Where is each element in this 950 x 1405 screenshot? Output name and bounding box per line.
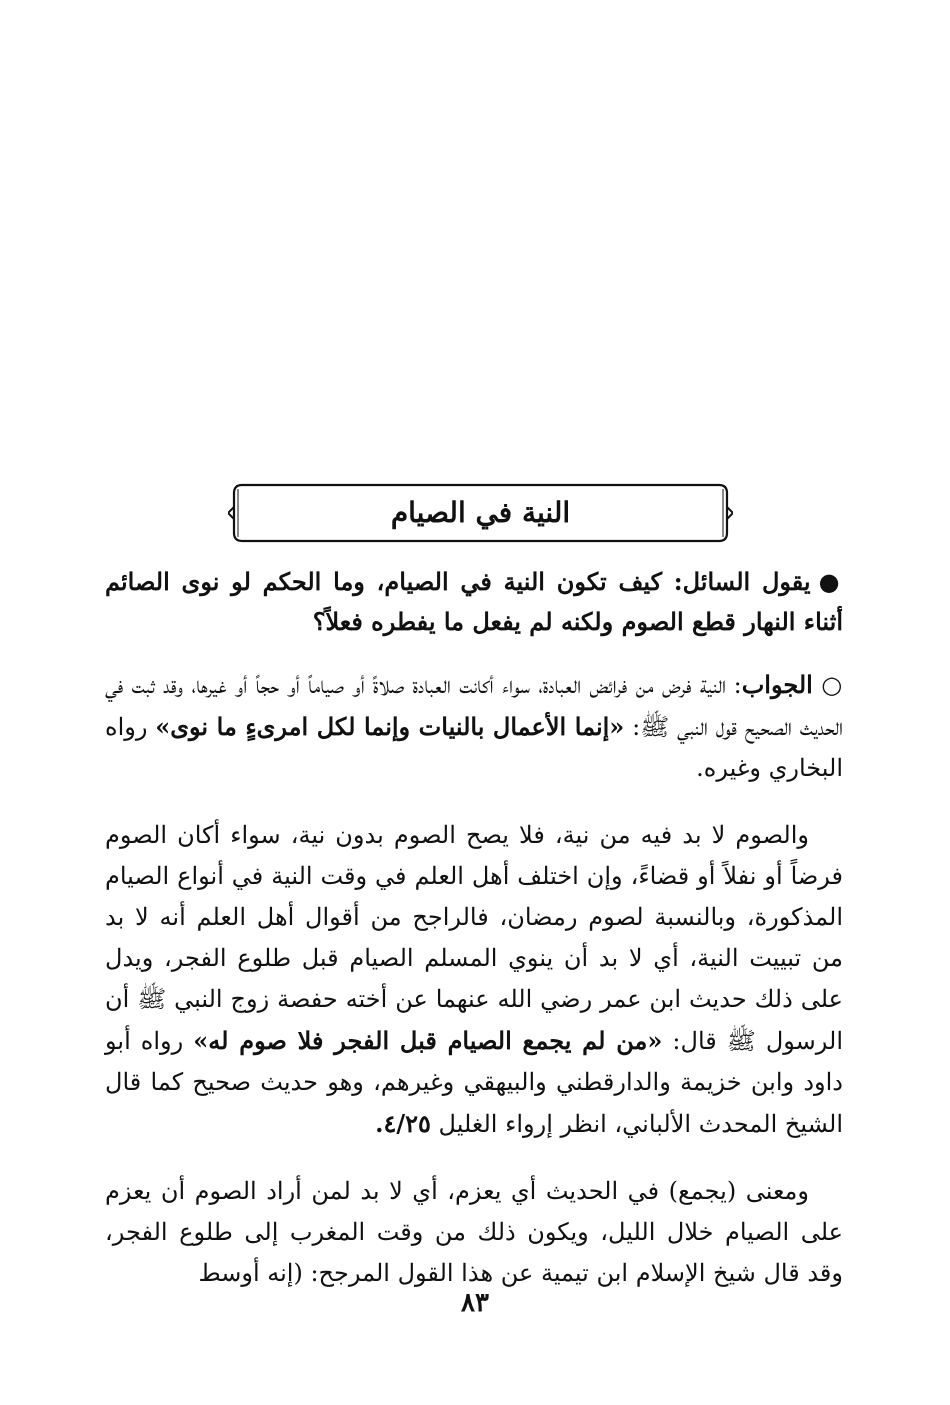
answer-label: الجواب — [741, 670, 813, 699]
bullet-icon: ● — [818, 567, 843, 596]
paragraph-text: والصوم لا بد فيه من نية، فلا يصح الصوم بدون نية، سواء أكان الصوم فرضاً أو نفلاً أو قضاءً، وإن اختلف أهل العلم في وقت النية في أنواع الصيام المذكورة، وبالنسبة لصوم رمضان، فالراجح من أقوال أهل العلم أنه لا بد من تبييت النية، أي لا بد أن ينوي المسلم الصيام قبل طلوع الفجر، ويدل على ذلك حديث ابن عمر رضي الله عنهما عن أخته حفصة زوج النبي ﷺ أن الرسول ﷺ قال: — [105, 821, 843, 1055]
paragraph-text: ومعنى (يجمع) في الحديث أي يعزم، أي لا بد لمن أراد الصوم أن يعزم على الصيام خلال الليل، ويكون ذلك من وقت المغرب إلى طلوع الفجر، وقد قال شيخ الإسلام ابن تيمية عن هذا القول المرجح: (إنه أوسط — [105, 1177, 843, 1287]
answer-text-end: رواه البخاري وغيره. — [105, 713, 843, 782]
answer-marker-icon: ○ — [821, 671, 843, 699]
meaning-paragraph — [105, 1171, 843, 1294]
question-text: يقول السائل: كيف تكون النية في الصيام، وما الحكم لو نوى الصائم أثناء النهار قطع الصوم ولكنه لم يفعل ما يفطره فعلاً؟ — [105, 567, 843, 636]
question-paragraph — [105, 562, 843, 642]
chapter-title: النية في الصيام — [390, 496, 571, 529]
reference-number: ٤/٢٥. — [375, 1109, 431, 1138]
hadith-quote: «من لم يجمع الصيام قبل الفجر فلا صوم له» — [193, 1026, 663, 1055]
paragraph-text-end: رواه أبو داود وابن خزيمة والدارقطني والبيهقي وغيرهم، وهو حديث صحيح كما قال الشيخ المحدث الألباني، انظر إرواء الغليل — [105, 1027, 843, 1138]
body-text — [105, 562, 843, 1320]
answer-paragraph — [105, 664, 843, 789]
answer-text: : النية فرض من فرائض العبادة، سواء أكانت العبادة صلاةً أو صياماً أو حجاً أو غيرها، وقد ثبت في الحديث الصحيح قول النبي ﷺ: — [105, 671, 843, 741]
page-number: ٨٣ — [461, 1288, 489, 1318]
hadith-quote: «إنما الأعمال بالنيات وإنما لكل امرىءٍ ما نوى» — [155, 712, 625, 741]
chapter-title-frame — [228, 481, 733, 545]
fasting-intention-paragraph — [105, 815, 843, 1145]
